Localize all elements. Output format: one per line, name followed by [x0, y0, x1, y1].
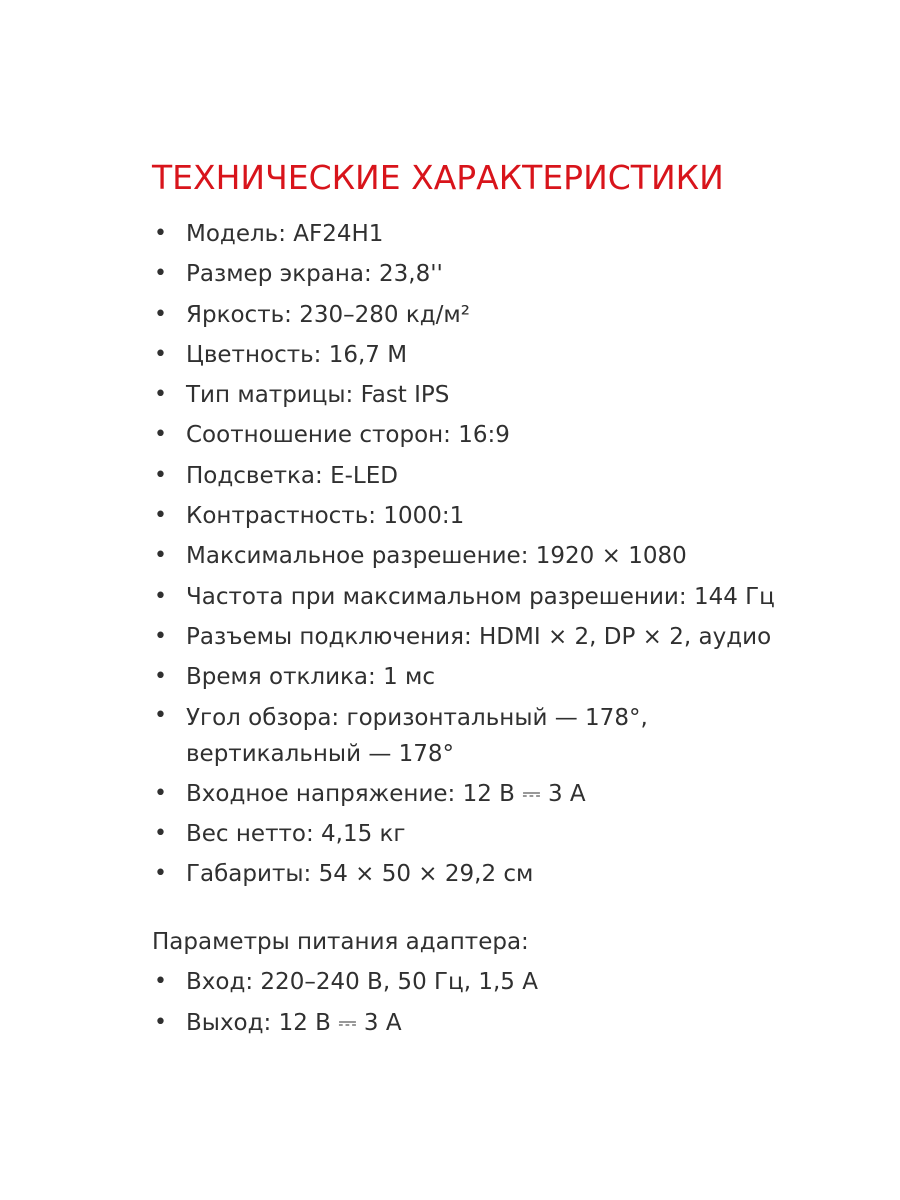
spec-text-line-1: Угол обзора: горизонтальный — 178°, [186, 704, 648, 731]
adapter-text: Вход: 220–240 В, 50 Гц, 1,5 А [186, 969, 538, 996]
bullet-icon: • [154, 780, 167, 806]
spec-item-backlight [152, 456, 900, 496]
spec-item-viewing-angle [152, 698, 900, 774]
spec-text: Размер экрана: 23,8'' [186, 261, 443, 288]
spec-item-dimensions [152, 854, 900, 894]
spec-text: Время отклика: 1 мс [186, 664, 436, 691]
specs-list [152, 214, 900, 894]
spec-text: Контрастность: 1000:1 [186, 503, 465, 530]
spec-item-colors [152, 335, 900, 375]
adapter-heading: Параметры питания адаптера: [152, 929, 529, 956]
spec-text: Яркость: 230–280 кд/м² [186, 301, 470, 328]
spec-item-input-voltage [152, 774, 900, 814]
bullet-icon: • [154, 969, 167, 995]
spec-text: Тип матрицы: Fast IPS [186, 382, 450, 409]
adapter-item-input [152, 962, 900, 1002]
spec-text: Разъемы подключения: HDMI × 2, DP × 2, аудио [186, 623, 772, 650]
bullet-icon: • [154, 1009, 167, 1035]
bullet-icon: • [154, 623, 167, 649]
adapter-text: Выход: 12 В ⎓ 3 А [186, 1009, 402, 1036]
spec-item-net-weight [152, 814, 900, 854]
spec-item-connectors [152, 617, 900, 657]
bullet-icon: • [154, 382, 167, 408]
spec-text-line-2: вертикальный — 178° [186, 740, 455, 767]
bullet-icon: • [154, 341, 167, 367]
bullet-icon: • [154, 462, 167, 488]
bullet-icon: • [154, 583, 167, 609]
spec-text: Подсветка: E-LED [186, 462, 398, 489]
spec-text: Входное напряжение: 12 В ⎓ 3 А [186, 780, 586, 807]
spec-text: Максимальное разрешение: 1920 × 1080 [186, 543, 687, 570]
bullet-icon: • [154, 503, 167, 529]
spec-item-refresh-rate [152, 577, 900, 617]
spec-item-panel-type [152, 375, 900, 415]
spec-item-aspect-ratio [152, 415, 900, 455]
spec-text: Соотношение сторон: 16:9 [186, 422, 510, 449]
spec-text: Вес нетто: 4,15 кг [186, 820, 406, 847]
spec-text: Цветность: 16,7 М [186, 341, 408, 368]
spec-item-response-time [152, 657, 900, 697]
spec-item-model [152, 214, 900, 254]
bullet-icon: • [154, 422, 167, 448]
bullet-icon: • [154, 261, 167, 287]
bullet-icon: • [154, 861, 167, 887]
bullet-icon: • [154, 301, 167, 327]
spec-text: Частота при максимальном разрешении: 144 Гц [186, 583, 775, 610]
spec-item-contrast [152, 496, 900, 536]
spec-text: Габариты: 54 × 50 × 29,2 см [186, 861, 534, 888]
page-title: ТЕХНИЧЕСКИЕ ХАРАКТЕРИСТИКИ [152, 158, 724, 197]
bullet-icon: • [154, 664, 167, 690]
spec-item-max-resolution [152, 536, 900, 576]
bullet-icon: • [154, 543, 167, 569]
spec-item-brightness [152, 295, 900, 335]
bullet-icon: • [154, 221, 167, 246]
spec-item-screen-size [152, 254, 900, 294]
bullet-icon: • [154, 702, 167, 728]
bullet-icon: • [154, 820, 167, 846]
spec-text: Модель: AF24H1 [186, 221, 384, 247]
adapter-item-output [152, 1003, 900, 1043]
adapter-list [152, 962, 900, 1043]
